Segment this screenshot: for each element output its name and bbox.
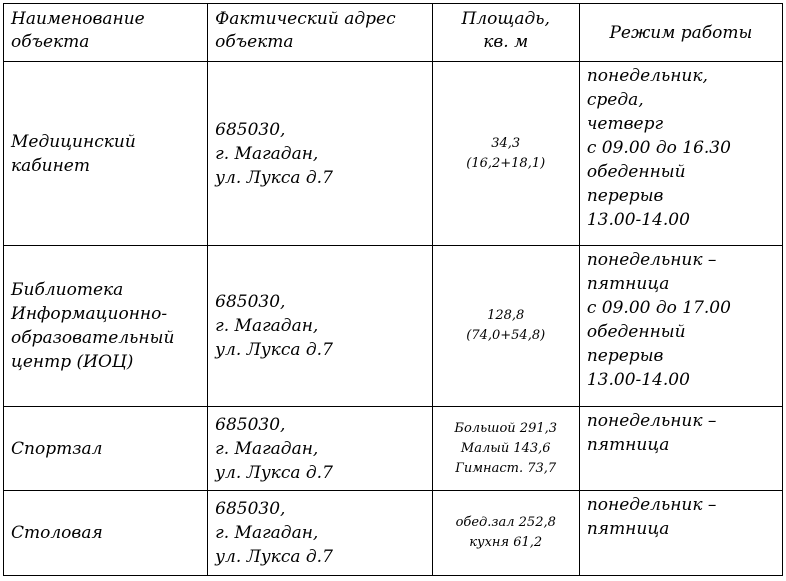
- cell-hours-line: 13.00-14.00: [586, 210, 690, 230]
- cell-hours-line: с 09.00 до 16.30: [586, 138, 731, 158]
- header-name: [4, 4, 208, 62]
- table-row: [4, 407, 783, 491]
- cell-area: [432, 407, 579, 491]
- cell-name-line: Информационно-: [11, 304, 168, 324]
- cell-hours: [579, 491, 782, 576]
- table-row: [4, 62, 783, 246]
- cell-area-line: 34,3: [491, 135, 521, 151]
- cell-address-line: ул. Лукса д.7: [215, 340, 333, 360]
- cell-hours-line: понедельник –: [586, 411, 717, 431]
- header-area-line: Площадь,: [461, 9, 550, 29]
- header-name-line: Наименование: [11, 9, 145, 29]
- cell-address-line: 685030,: [215, 414, 286, 435]
- header-address-line: объекта: [215, 32, 294, 52]
- cell-area-line: Гимнаст. 73,7: [455, 460, 557, 476]
- cell-address: [208, 246, 432, 407]
- cell-address-line: ул. Лукса д.7: [215, 167, 333, 188]
- cell-hours-line: пятница: [586, 274, 670, 294]
- table-row: [4, 491, 783, 576]
- header-hours-label: Режим работы: [609, 23, 753, 43]
- cell-area-line: кухня 61,2: [469, 535, 543, 550]
- cell-hours-line: понедельник,: [586, 66, 708, 86]
- cell-area-line: 128,8: [487, 308, 525, 323]
- header-name-line: объекта: [11, 32, 90, 52]
- cell-area-line: (74,0+54,8): [466, 328, 546, 343]
- cell-address-line: 685030,: [215, 499, 286, 519]
- cell-address: [208, 491, 432, 576]
- cell-address: [208, 407, 432, 491]
- cell-name: [4, 62, 208, 246]
- cell-hours-line: четверг: [586, 114, 664, 134]
- cell-address-line: ул. Лукса д.7: [215, 462, 333, 483]
- cell-address-line: 685030,: [215, 292, 286, 312]
- cell-name-line: центр (ИОЦ): [11, 352, 134, 372]
- header-hours: [579, 4, 782, 62]
- cell-hours-line: 13.00-14.00: [586, 370, 690, 390]
- cell-hours-line: с 09.00 до 17.00: [586, 298, 731, 318]
- header-area-line: кв. м: [483, 32, 529, 52]
- cell-hours-line: среда,: [586, 90, 644, 110]
- cell-name: [4, 407, 208, 491]
- cell-name: [4, 491, 208, 576]
- cell-area-line: Малый 143,6: [460, 440, 551, 456]
- cell-area-line: обед.зал 252,8: [455, 515, 556, 530]
- cell-name-line: Столовая: [11, 523, 103, 543]
- cell-address-line: г. Магадан,: [215, 523, 319, 543]
- cell-name-line: кабинет: [11, 155, 90, 176]
- cell-hours-line: пятница: [586, 435, 670, 455]
- cell-hours-line: обеденный: [586, 322, 686, 342]
- cell-area: [432, 491, 579, 576]
- cell-hours-line: понедельник –: [586, 495, 717, 515]
- header-row: [4, 4, 783, 62]
- cell-name-line: образовательный: [11, 328, 175, 348]
- cell-area: [432, 246, 579, 407]
- cell-hours-line: перерыв: [586, 346, 664, 366]
- cell-address-line: г. Магадан,: [215, 438, 319, 459]
- cell-address-line: 685030,: [215, 119, 286, 140]
- header-area: [432, 4, 579, 62]
- cell-hours: [579, 246, 782, 407]
- cell-address: [208, 62, 432, 246]
- cell-hours: [579, 407, 782, 491]
- cell-hours-line: перерыв: [586, 186, 664, 206]
- cell-hours-line: обеденный: [586, 162, 686, 182]
- header-address: [208, 4, 432, 62]
- cell-address-line: г. Магадан,: [215, 316, 319, 336]
- cell-hours-line: понедельник –: [586, 250, 717, 270]
- cell-hours-line: пятница: [586, 519, 670, 539]
- cell-address-line: г. Магадан,: [215, 143, 319, 164]
- cell-area-line: (16,2+18,1): [466, 155, 546, 171]
- cell-hours: [579, 62, 782, 246]
- cell-area-line: Большой 291,3: [454, 420, 558, 436]
- table-row: [4, 246, 783, 407]
- cell-address-line: ул. Лукса д.7: [215, 547, 333, 567]
- cell-area: [432, 62, 579, 246]
- cell-name-line: Библиотека: [11, 280, 124, 300]
- facilities-table: [3, 3, 783, 576]
- cell-name-line: Медицинский: [11, 131, 136, 152]
- cell-name: [4, 246, 208, 407]
- header-address-line: Фактический адрес: [215, 9, 396, 29]
- cell-name-line: Спортзал: [11, 438, 103, 459]
